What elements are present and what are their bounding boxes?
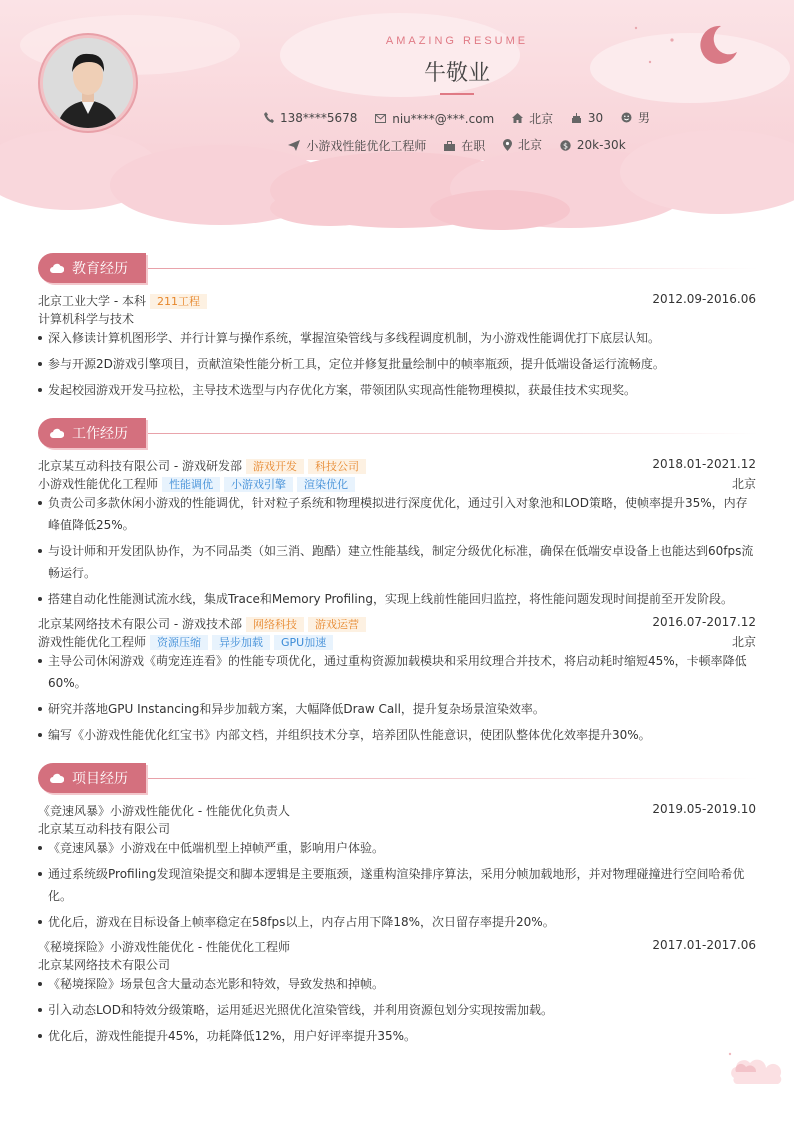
cloud-icon	[50, 428, 64, 438]
education-bullet: 参与开源2D游戏引擎项目，贡献渲染性能分析工具，定位并修复批量绘制中的帧率瓶颈，提升低端设备运行流畅度。	[38, 353, 756, 375]
project-header	[38, 938, 756, 955]
role-title: 游戏性能优化工程师	[38, 635, 147, 649]
education-bullet: 深入修读计算机图形学、并行计算与操作系统，掌握渲染管线与多线程调度机制，为小游戏性能调优打下底层认知。	[38, 327, 756, 349]
section-divider	[148, 268, 758, 269]
resume-tagline: AMAZING RESUME	[385, 35, 529, 47]
education-bullet: 发起校园游戏开发马拉松，主导技术选型与内存优化方案，带领团队实现高性能物理模拟，获最佳技术实现奖。	[38, 379, 756, 401]
company-name: 北京某网络技术有限公司 - 游戏技术部	[38, 617, 242, 631]
position-item	[288, 137, 426, 154]
work-location: 北京	[731, 477, 756, 491]
work-bullet: 搭建自动化性能测试流水线，集成Trace和Memory Profiling，实现上线前性能回归监控，将性能问题发现时间提前至开发阶段。	[38, 588, 756, 610]
section-title: 教育经历	[72, 261, 128, 277]
mail-icon	[375, 114, 386, 123]
company-name: 北京某互动科技有限公司 - 游戏研发部	[38, 459, 242, 473]
work-bullet: 研究并落地GPU Instancing和异步加载方案，大幅降低Draw Call，提升复杂场景渲染效率。	[38, 698, 756, 720]
work-bullet: 负责公司多款休闲小游戏的性能调优，针对粒子系统和物理模拟进行深度优化，通过引入对象池和LOD策略，使帧率提升35%，内存峰值降低25%。	[38, 492, 756, 536]
section-title-pill	[38, 418, 146, 448]
email-value: niu****@***.com	[392, 111, 495, 126]
section-title-pill	[38, 763, 146, 793]
work-bullet: 与设计师和开发团队协作，为不同品类（如三消、跑酷）建立性能基线，制定分级优化标准，确保在低端安卓设备上也能达到60fps流畅运行。	[38, 540, 756, 584]
age-item	[571, 111, 603, 125]
city-item	[512, 110, 553, 127]
work-city-value: 北京	[518, 138, 543, 152]
work-role-row	[38, 633, 756, 650]
section-project	[38, 763, 738, 795]
skill-tag: 渲染优化	[297, 477, 355, 492]
salary-value: 20k-30k	[576, 138, 626, 152]
education-date: 2012.09-2016.06	[652, 292, 756, 306]
name-underline	[440, 93, 474, 95]
phone-item	[264, 111, 357, 125]
skill-tag: 异步加载	[212, 635, 270, 650]
section-title: 项目经历	[72, 771, 128, 787]
home-icon	[512, 113, 523, 123]
project-bullet: 优化后，游戏在目标设备上帧率稳定在58fps以上，内存占用下降18%，次日留存率提升20%。	[38, 911, 756, 933]
project-bullet: 《竞速风暴》小游戏在中低端机型上掉帧严重，影响用户体验。	[38, 837, 756, 859]
phone-value: 138****5678	[279, 110, 358, 125]
money-icon	[560, 140, 571, 151]
company-tag: 游戏开发	[246, 459, 304, 474]
work-location: 北京	[731, 635, 756, 649]
project-org-row	[38, 956, 756, 973]
skill-tag: 小游戏引擎	[224, 477, 293, 492]
skill-tag: 性能调优	[162, 477, 220, 492]
project-header	[38, 802, 756, 819]
work-bullet: 主导公司休闲游戏《萌宠连连看》的性能专项优化，通过重构资源加载模块和采用纹理合并技术，将启动耗时缩短45%，卡顿率降低60%。	[38, 650, 756, 694]
section-title-pill	[38, 253, 146, 283]
school-tag: 211工程	[150, 294, 207, 309]
section-title: 工作经历	[72, 426, 128, 442]
education-major-row	[38, 310, 756, 327]
work-bullet: 编写《小游戏性能优化红宝书》内部文档，并组织技术分享，培养团队性能意识，使团队整体优化效率提升30%。	[38, 724, 756, 746]
project-org-row	[38, 820, 756, 837]
position-value: 小游戏性能优化工程师	[306, 138, 427, 153]
school-name: 北京工业大学 - 本科	[38, 294, 146, 308]
status-item	[444, 137, 485, 154]
status-value: 在职	[461, 139, 486, 153]
company-tag: 游戏运营	[308, 617, 366, 632]
briefcase-icon	[444, 141, 455, 151]
cake-icon	[571, 112, 582, 123]
project-title: 《竞速风暴》小游戏性能优化 - 性能优化负责人	[38, 804, 290, 818]
salary-item	[560, 138, 626, 152]
company-tag: 科技公司	[308, 459, 366, 474]
work-role-row	[38, 475, 756, 492]
resume-header	[0, 0, 794, 230]
project-org: 北京某网络技术有限公司	[38, 958, 171, 972]
skill-tag: GPU加速	[274, 635, 333, 650]
education-header	[38, 292, 756, 309]
project-bullet: 《秘境探险》场景包含大量动态光影和特效，导致发热和掉帧。	[38, 973, 756, 995]
project-bullet: 通过系统级Profiling发现渲染提交和脚本逻辑是主要瓶颈，遂重构渲染排序算法，采用分帧加载地形，并对物理碰撞进行空间哈希优化。	[38, 863, 756, 907]
project-bullet: 优化后，游戏性能提升45%，功耗降低12%，用户好评率提升35%。	[38, 1025, 756, 1047]
svg-text:$: $	[562, 141, 568, 150]
contact-row	[0, 109, 794, 127]
age-value: 30	[587, 110, 604, 125]
city-value: 北京	[529, 111, 554, 126]
job-intent-row	[0, 136, 794, 154]
skill-tag: 资源压缩	[150, 635, 208, 650]
project-date: 2019.05-2019.10	[652, 802, 756, 816]
work-header	[38, 615, 756, 632]
major: 计算机科学与技术	[38, 312, 135, 326]
section-divider	[148, 778, 758, 779]
work-date: 2016.07-2017.12	[652, 615, 756, 629]
gender-value: 男	[638, 111, 651, 125]
role-title: 小游戏性能优化工程师	[38, 477, 159, 491]
section-education	[38, 253, 738, 285]
project-date: 2017.01-2017.06	[652, 938, 756, 952]
gender-item	[621, 109, 650, 126]
cloud-icon	[50, 263, 64, 273]
location-pin-icon	[503, 139, 512, 151]
phone-icon	[264, 112, 274, 123]
project-bullet: 引入动态LOD和特效分级策略，运用延迟光照优化渲染管线，并利用资源包划分实现按需加载。	[38, 999, 756, 1021]
cloud-icon	[50, 773, 64, 783]
cloud-decoration-icon	[726, 1050, 786, 1086]
email-item	[375, 112, 494, 126]
smile-icon	[621, 112, 632, 123]
section-divider	[148, 433, 758, 434]
project-title: 《秘境探险》小游戏性能优化 - 性能优化工程师	[38, 940, 290, 954]
candidate-name: 牛敬业	[423, 61, 490, 86]
work-header	[38, 457, 756, 474]
work-city-item	[503, 136, 542, 153]
company-tag: 网络科技	[246, 617, 304, 632]
work-date: 2018.01-2021.12	[652, 457, 756, 471]
project-org: 北京某互动科技有限公司	[38, 822, 171, 836]
section-work	[38, 418, 738, 450]
send-icon	[288, 140, 300, 151]
